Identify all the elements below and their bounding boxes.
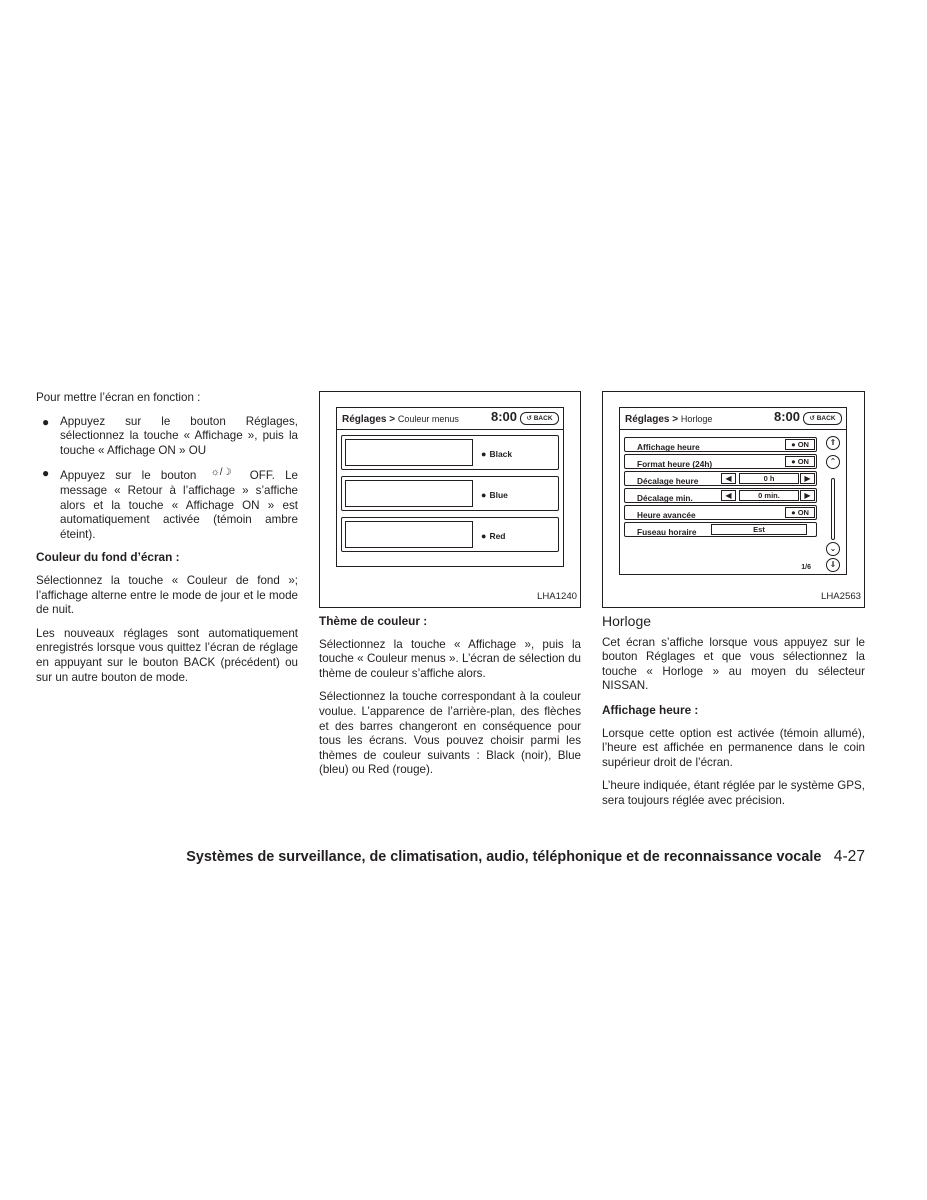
color-swatch	[345, 439, 473, 466]
screen-clock	[619, 407, 847, 575]
scrollbar[interactable]	[831, 478, 835, 540]
column-left	[36, 391, 298, 694]
bullet-text: Appuyez sur le bouton Réglages, sélectionnez la touche « Affichage », puis la touche « Affichage ON » OU	[60, 414, 298, 457]
option-text: Blue	[489, 490, 508, 500]
color-option-label	[481, 447, 512, 462]
back-label: BACK	[533, 415, 553, 422]
radio-dot-icon: ●	[481, 531, 487, 541]
column-middle	[319, 391, 581, 787]
color-option-black[interactable]	[341, 435, 559, 470]
figure-code: LHA1240	[536, 591, 577, 603]
bullet-item	[36, 466, 298, 542]
row-fuseau-horaire[interactable]	[624, 522, 817, 537]
row-label: Heure avancée	[637, 510, 696, 520]
screen-title-sub: Couleur menus	[397, 414, 459, 424]
color-option-red[interactable]	[341, 517, 559, 552]
paragraph: Sélectionnez la touche correspondant à la couleur voulue. L’apparence de l’arrière-plan, des flèches et des barres changeront en conséquence pour tous les écrans. Vous pouvez choisir parmi les thèmes de couleur suivants : Black (noir), Blue (bleu) ou Red (rouge).	[319, 690, 581, 777]
paragraph: Cet écran s’affiche lorsque vous appuyez sur le bouton Réglages et que vous sélectionnez la touche « Horloge » au moyen du sélecteur NISSAN.	[602, 635, 865, 693]
section-heading: Couleur du fond d’écran :	[36, 550, 180, 565]
intro-text: Pour mettre l’écran en fonction :	[36, 391, 201, 404]
bullet-text-pre: Appuyez sur le bouton	[60, 469, 197, 483]
scroll-up-icon[interactable]: ⌃	[826, 455, 840, 469]
clock-display: 8:00	[773, 409, 800, 424]
row-label: Format heure (24h)	[637, 459, 713, 469]
right-arrow-icon[interactable]: ▶	[800, 473, 815, 484]
scroll-down-icon[interactable]: ⌄	[826, 542, 840, 556]
figure-color-menu	[319, 391, 581, 608]
row-label: Décalage min.	[637, 493, 693, 503]
radio-dot-icon: ●	[481, 449, 487, 459]
section-title: Horloge	[602, 613, 652, 629]
chapter-title: Systèmes de surveillance, de climatisation, audio, téléphonique et de reconnaissance vocale	[186, 849, 822, 865]
screen-title	[625, 412, 712, 428]
left-arrow-icon[interactable]: ◀	[721, 473, 736, 484]
section-heading: Thème de couleur :	[319, 614, 428, 628]
back-label: BACK	[816, 415, 836, 422]
bullet-icon: ●	[42, 466, 50, 481]
screen-title-sub: Horloge	[680, 414, 713, 424]
page-down-icon[interactable]: ⇓	[826, 558, 840, 572]
column-right	[602, 391, 865, 818]
color-option-label	[481, 488, 508, 503]
color-option-blue[interactable]	[341, 476, 559, 511]
page-number: 4-27	[833, 848, 865, 865]
paragraph: Sélectionnez la touche « Affichage », puis la touche « Couleur menus ». L’écran de sélection du thème de couleur s’affiche alors.	[319, 637, 581, 680]
page-footer	[0, 848, 927, 866]
paragraph: Les nouveaux réglages sont automatiquement enregistrés lorsque vous quittez l’écran de réglage en appuyant sur le bouton BACK (précédent) ou sur un autre bouton de mode.	[36, 626, 298, 684]
screen-header	[620, 408, 846, 430]
bullet-item	[36, 415, 298, 459]
row-label: Fuseau horaire	[637, 527, 697, 537]
screen-title-main: Réglages >	[342, 414, 396, 425]
color-swatch	[345, 521, 473, 548]
row-affichage-heure[interactable]	[624, 437, 817, 452]
on-toggle[interactable]	[785, 507, 815, 518]
indicator-dot-icon: ●	[791, 440, 796, 449]
screen-title-main: Réglages >	[625, 414, 679, 425]
day-night-icon: ☼/☽	[210, 467, 232, 479]
bullet-text	[60, 466, 298, 542]
option-text: Red	[489, 531, 506, 541]
row-decalage-heure	[624, 471, 817, 486]
scroll-controls	[821, 430, 846, 573]
bullet-text-post: OFF. Le message « Retour à l’affichage » s’affiche alors et la touche « Affichage ON » est automatiquement activée (témoin ambre éteint).	[60, 469, 298, 541]
page-up-icon[interactable]: ⇑	[826, 436, 840, 450]
row-label: Affichage heure	[637, 442, 700, 452]
paragraph: L’heure indiquée, étant réglée par le système GPS, sera toujours réglée avec précision.	[602, 779, 865, 807]
on-toggle[interactable]	[785, 456, 815, 467]
indicator-dot-icon: ●	[791, 508, 796, 517]
right-arrow-icon[interactable]: ▶	[800, 490, 815, 501]
row-decalage-min	[624, 488, 817, 503]
figure-clock	[602, 391, 865, 608]
row-heure-avancee[interactable]	[624, 505, 817, 520]
row-format-heure[interactable]	[624, 454, 817, 469]
screen-color-menu	[336, 407, 564, 567]
on-toggle[interactable]	[785, 439, 815, 450]
toggle-value: ON	[797, 457, 809, 466]
figure-code: LHA2563	[820, 591, 861, 603]
back-button[interactable]: ↺ BACK	[520, 412, 559, 425]
clock-settings-list	[620, 430, 846, 573]
bullet-icon: ●	[42, 414, 50, 429]
indicator-dot-icon: ●	[791, 457, 796, 466]
toggle-value: ON	[797, 440, 809, 449]
option-text: Black	[489, 449, 513, 459]
paragraph: Lorsque cette option est activée (témoin allumé), l’heure est affichée en permanence dans le coin supérieur droit de l’écran.	[602, 726, 865, 769]
page-indicator: 1/6	[801, 564, 811, 571]
value-field: 0 h	[739, 473, 799, 484]
radio-dot-icon: ●	[481, 490, 487, 500]
value-field: 0 min.	[739, 490, 799, 501]
color-option-label	[481, 529, 506, 544]
toggle-value: ON	[797, 508, 809, 517]
section-heading: Affichage heure :	[602, 702, 699, 717]
back-button[interactable]: ↺ BACK	[803, 412, 842, 425]
row-label: Décalage heure	[637, 476, 699, 486]
paragraph: Sélectionnez la touche « Couleur de fond »; l’affichage alterne entre le mode de jour et le mode de nuit.	[36, 573, 298, 617]
clock-display: 8:00	[490, 409, 517, 424]
screen-title	[342, 412, 459, 428]
screen-header	[337, 408, 563, 430]
value-field[interactable]: Est	[711, 524, 807, 535]
color-swatch	[345, 480, 473, 507]
left-arrow-icon[interactable]: ◀	[721, 490, 736, 501]
